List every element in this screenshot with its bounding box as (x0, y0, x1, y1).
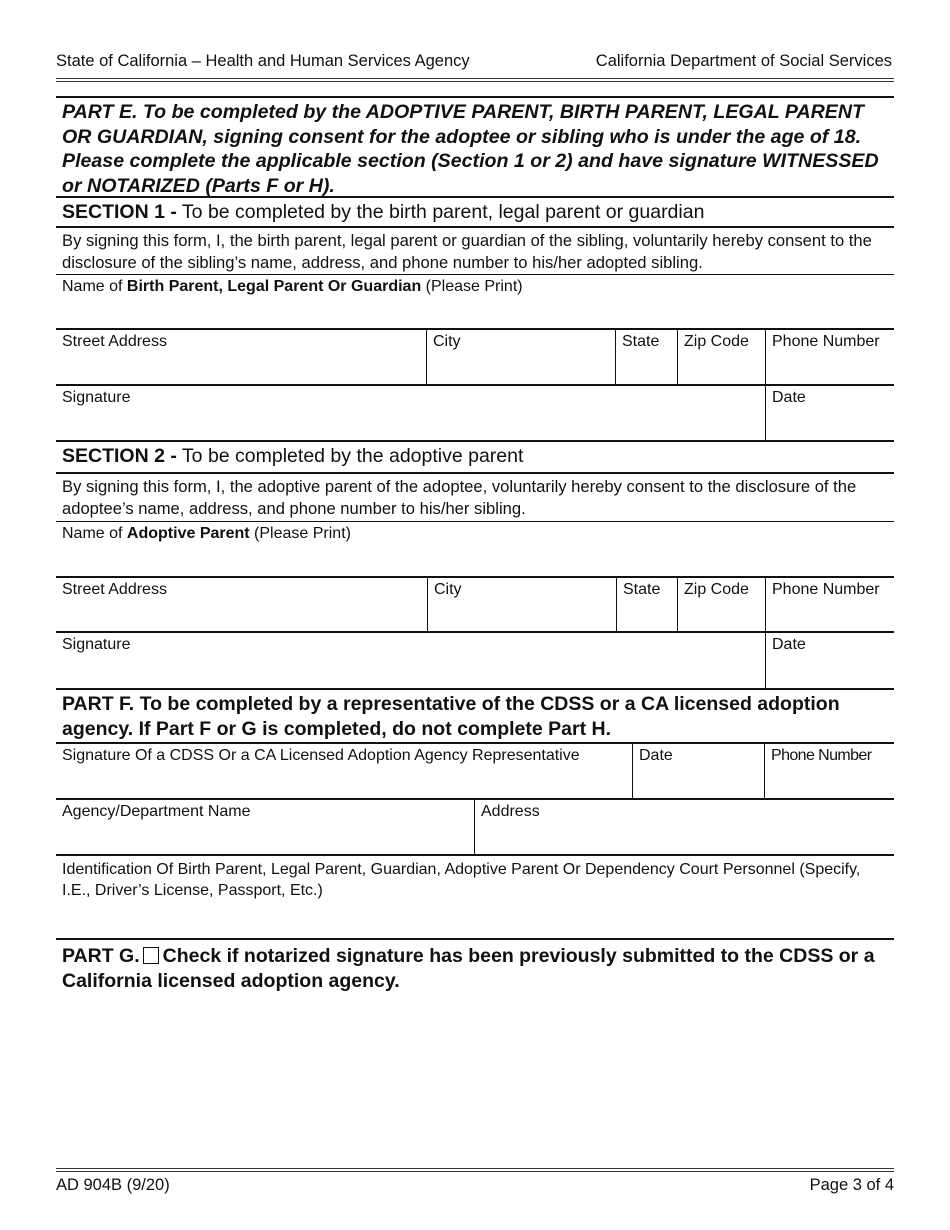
section-2-state-field[interactable]: State (617, 578, 678, 631)
part-f-agency-field[interactable]: Agency/Department Name (56, 800, 475, 854)
part-f-identification-field[interactable]: Identification Of Birth Parent, Legal Parent, Guardian, Adoptive Parent Or Dependency Court Personnel (Specify, I.E., Driver’s License, Passport, Etc.) (56, 856, 894, 940)
name-bold: Adoptive Parent (126, 525, 250, 542)
section-1-zip-field[interactable]: Zip Code (678, 330, 766, 384)
footer-rule (56, 1168, 894, 1172)
header-department: California Department of Social Services (595, 52, 892, 70)
section-2-signature-row (56, 633, 894, 688)
part-f-signature-row (56, 744, 894, 800)
notarized-checkbox[interactable] (143, 947, 159, 964)
part-f-instructions: PART F. To be completed by a representative of the CDSS or a CA licensed adoption agency. If Part F or G is completed, do not complete Part H. (56, 688, 894, 744)
section-2-title: To be completed by the adoptive parent (176, 445, 524, 467)
section-1-signature-row (56, 386, 894, 442)
section-1-address-row (56, 330, 894, 386)
name-prefix: Name of (62, 525, 127, 542)
section-2-heading (56, 442, 894, 474)
section-1-phone-field[interactable]: Phone Number (772, 333, 880, 350)
section-1-label: SECTION 1 - (62, 201, 177, 223)
part-f-address-field[interactable]: Address (481, 803, 540, 820)
part-g (56, 940, 894, 998)
part-g-text: Check if notarized signature has been previously submitted to the CDSS or a California licensed adoption agency. (62, 945, 875, 992)
section-1-city-field[interactable]: City (427, 330, 616, 384)
header-agency: State of California – Health and Human Services Agency (56, 52, 470, 70)
section-1-heading (56, 196, 894, 228)
section-1-title: To be completed by the birth parent, legal parent or guardian (176, 201, 705, 223)
section-1-consent: By signing this form, I, the birth parent, legal parent or guardian of the sibling, voluntarily hereby consent to the disclosure of the sibling’s name, address, and phone number to his/her adopted sibling. (56, 228, 894, 275)
section-2-signature-field[interactable]: Signature (56, 633, 766, 688)
page-number: Page 3 of 4 (809, 1176, 894, 1194)
section-2-phone-field[interactable]: Phone Number (772, 581, 880, 598)
section-2-address-row (56, 578, 894, 633)
section-2-date-field[interactable]: Date (772, 636, 806, 653)
section-1-street-field[interactable]: Street Address (56, 330, 427, 384)
section-2-street-field[interactable]: Street Address (56, 578, 428, 631)
section-2-consent: By signing this form, I, the adoptive parent of the adoptee, voluntarily hereby consent to the disclosure of the adoptee’s name, address, and phone number to his/her sibling. (56, 474, 894, 522)
section-2-name-field[interactable] (56, 522, 894, 578)
name-bold: Birth Parent, Legal Parent Or Guardian (126, 278, 422, 295)
part-f-phone-field[interactable]: Phone Number (771, 747, 872, 764)
section-2-city-field[interactable]: City (428, 578, 617, 631)
section-2-zip-field[interactable]: Zip Code (678, 578, 766, 631)
section-1-date-field[interactable]: Date (772, 389, 806, 406)
section-1-name-field[interactable] (56, 275, 894, 330)
part-e-instructions: PART E. To be completed by the ADOPTIVE PARENT, BIRTH PARENT, LEGAL PARENT OR GUARDIAN, signing consent for the adoptee or sibling who is under the age of 18. Please complete the applicable section (Section 1 or 2) and have signature WITNESSED or NOTARIZED (Parts F or H). (56, 96, 894, 196)
section-1-state-field[interactable]: State (616, 330, 678, 384)
part-g-label: PART G. (62, 945, 140, 967)
section-2-label: SECTION 2 - (62, 445, 177, 467)
part-f-agency-row (56, 800, 894, 856)
name-suffix: (Please Print) (249, 525, 351, 542)
header-rule (56, 78, 894, 82)
part-f-date-field[interactable]: Date (633, 744, 765, 798)
part-f-rep-signature-field[interactable]: Signature Of a CDSS Or a CA Licensed Adoption Agency Representative (56, 744, 633, 798)
name-suffix: (Please Print) (421, 278, 523, 295)
form-id: AD 904B (9/20) (56, 1176, 170, 1194)
name-prefix: Name of (62, 278, 127, 295)
section-1-signature-field[interactable]: Signature (56, 386, 766, 440)
